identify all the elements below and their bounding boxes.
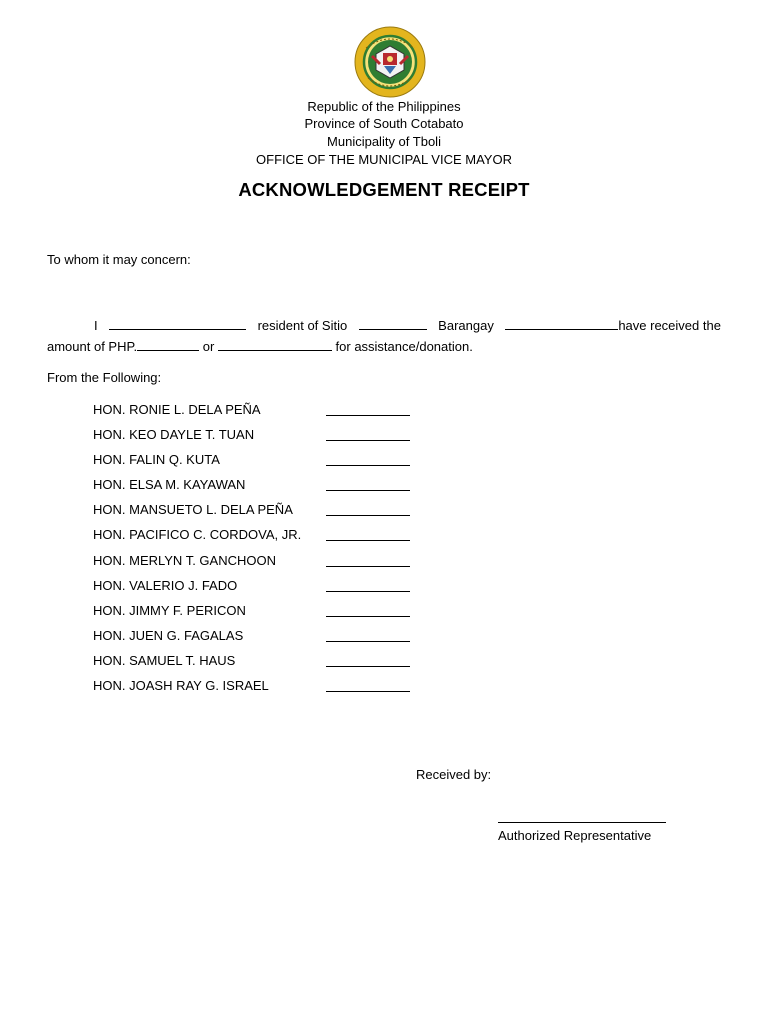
official-signature-blank[interactable] (326, 440, 410, 441)
body-i: I (94, 318, 98, 333)
official-name: HON. KEO DAYLE T. TUAN (93, 427, 255, 442)
official-row (93, 553, 413, 571)
official-row (93, 402, 413, 420)
body-resident-of-sitio: resident of Sitio (257, 318, 348, 333)
header-office: OFFICE OF THE MUNICIPAL VICE MAYOR (256, 152, 512, 167)
body-or: or (202, 339, 215, 354)
official-signature-blank[interactable] (326, 566, 410, 567)
receipt-body (47, 315, 721, 357)
official-row (93, 477, 413, 495)
official-signature-blank[interactable] (326, 540, 410, 541)
official-name: HON. MANSUETO L. DELA PEÑA (93, 502, 293, 517)
document-title: ACKNOWLEDGEMENT RECEIPT (238, 179, 530, 200)
body-have-received: have received the (618, 318, 721, 333)
sitio-blank[interactable] (359, 317, 427, 330)
official-row (93, 678, 413, 696)
header-republic: Republic of the Philippines (307, 99, 461, 114)
authorized-representative-label: Authorized Representative (498, 828, 652, 843)
amount-php-blank[interactable] (137, 338, 199, 351)
official-name: HON. ELSA M. KAYAWAN (93, 477, 246, 492)
official-signature-blank[interactable] (326, 616, 410, 617)
header-municipality: Municipality of Tboli (327, 134, 441, 149)
official-row (93, 452, 413, 470)
official-signature-blank[interactable] (326, 641, 410, 642)
official-signature-blank[interactable] (326, 691, 410, 692)
official-signature-blank[interactable] (326, 591, 410, 592)
official-row (93, 653, 413, 671)
official-name: HON. FALIN Q. KUTA (93, 452, 220, 467)
amount-words-blank[interactable] (218, 338, 332, 351)
official-name: HON. JUEN G. FAGALAS (93, 628, 244, 643)
official-signature-blank[interactable] (326, 666, 410, 667)
official-name: HON. SAMUEL T. HAUS (93, 653, 236, 668)
official-row (93, 578, 413, 596)
official-name: HON. JOASH RAY G. ISRAEL (93, 678, 269, 693)
official-row (93, 502, 413, 520)
official-name: HON. VALERIO J. FADO (93, 578, 238, 593)
official-name: HON. JIMMY F. PERICON (93, 603, 246, 618)
official-signature-blank[interactable] (326, 490, 410, 491)
official-name: HON. RONIE L. DELA PEÑA (93, 402, 261, 417)
from-label: From the Following: (47, 370, 162, 385)
official-row (93, 603, 413, 621)
official-row (93, 527, 413, 545)
body-amount-of-php: amount of PHP. (47, 339, 138, 354)
official-row (93, 427, 413, 445)
municipal-seal-logo (354, 26, 426, 98)
header-province: Province of South Cotabato (304, 116, 464, 131)
representative-signature-line[interactable] (498, 822, 666, 823)
official-signature-blank[interactable] (326, 415, 410, 416)
official-name: HON. PACIFICO C. CORDOVA, JR. (93, 527, 302, 542)
official-signature-blank[interactable] (326, 515, 410, 516)
resident-name-blank[interactable] (109, 317, 246, 330)
salutation: To whom it may concern: (47, 252, 191, 267)
official-row (93, 628, 413, 646)
body-barangay: Barangay (438, 318, 494, 333)
official-signature-blank[interactable] (326, 465, 410, 466)
body-for-assistance: for assistance/donation. (335, 339, 473, 354)
official-name: HON. MERLYN T. GANCHOON (93, 553, 276, 568)
barangay-blank[interactable] (505, 317, 618, 330)
received-by-label: Received by: (416, 767, 492, 782)
